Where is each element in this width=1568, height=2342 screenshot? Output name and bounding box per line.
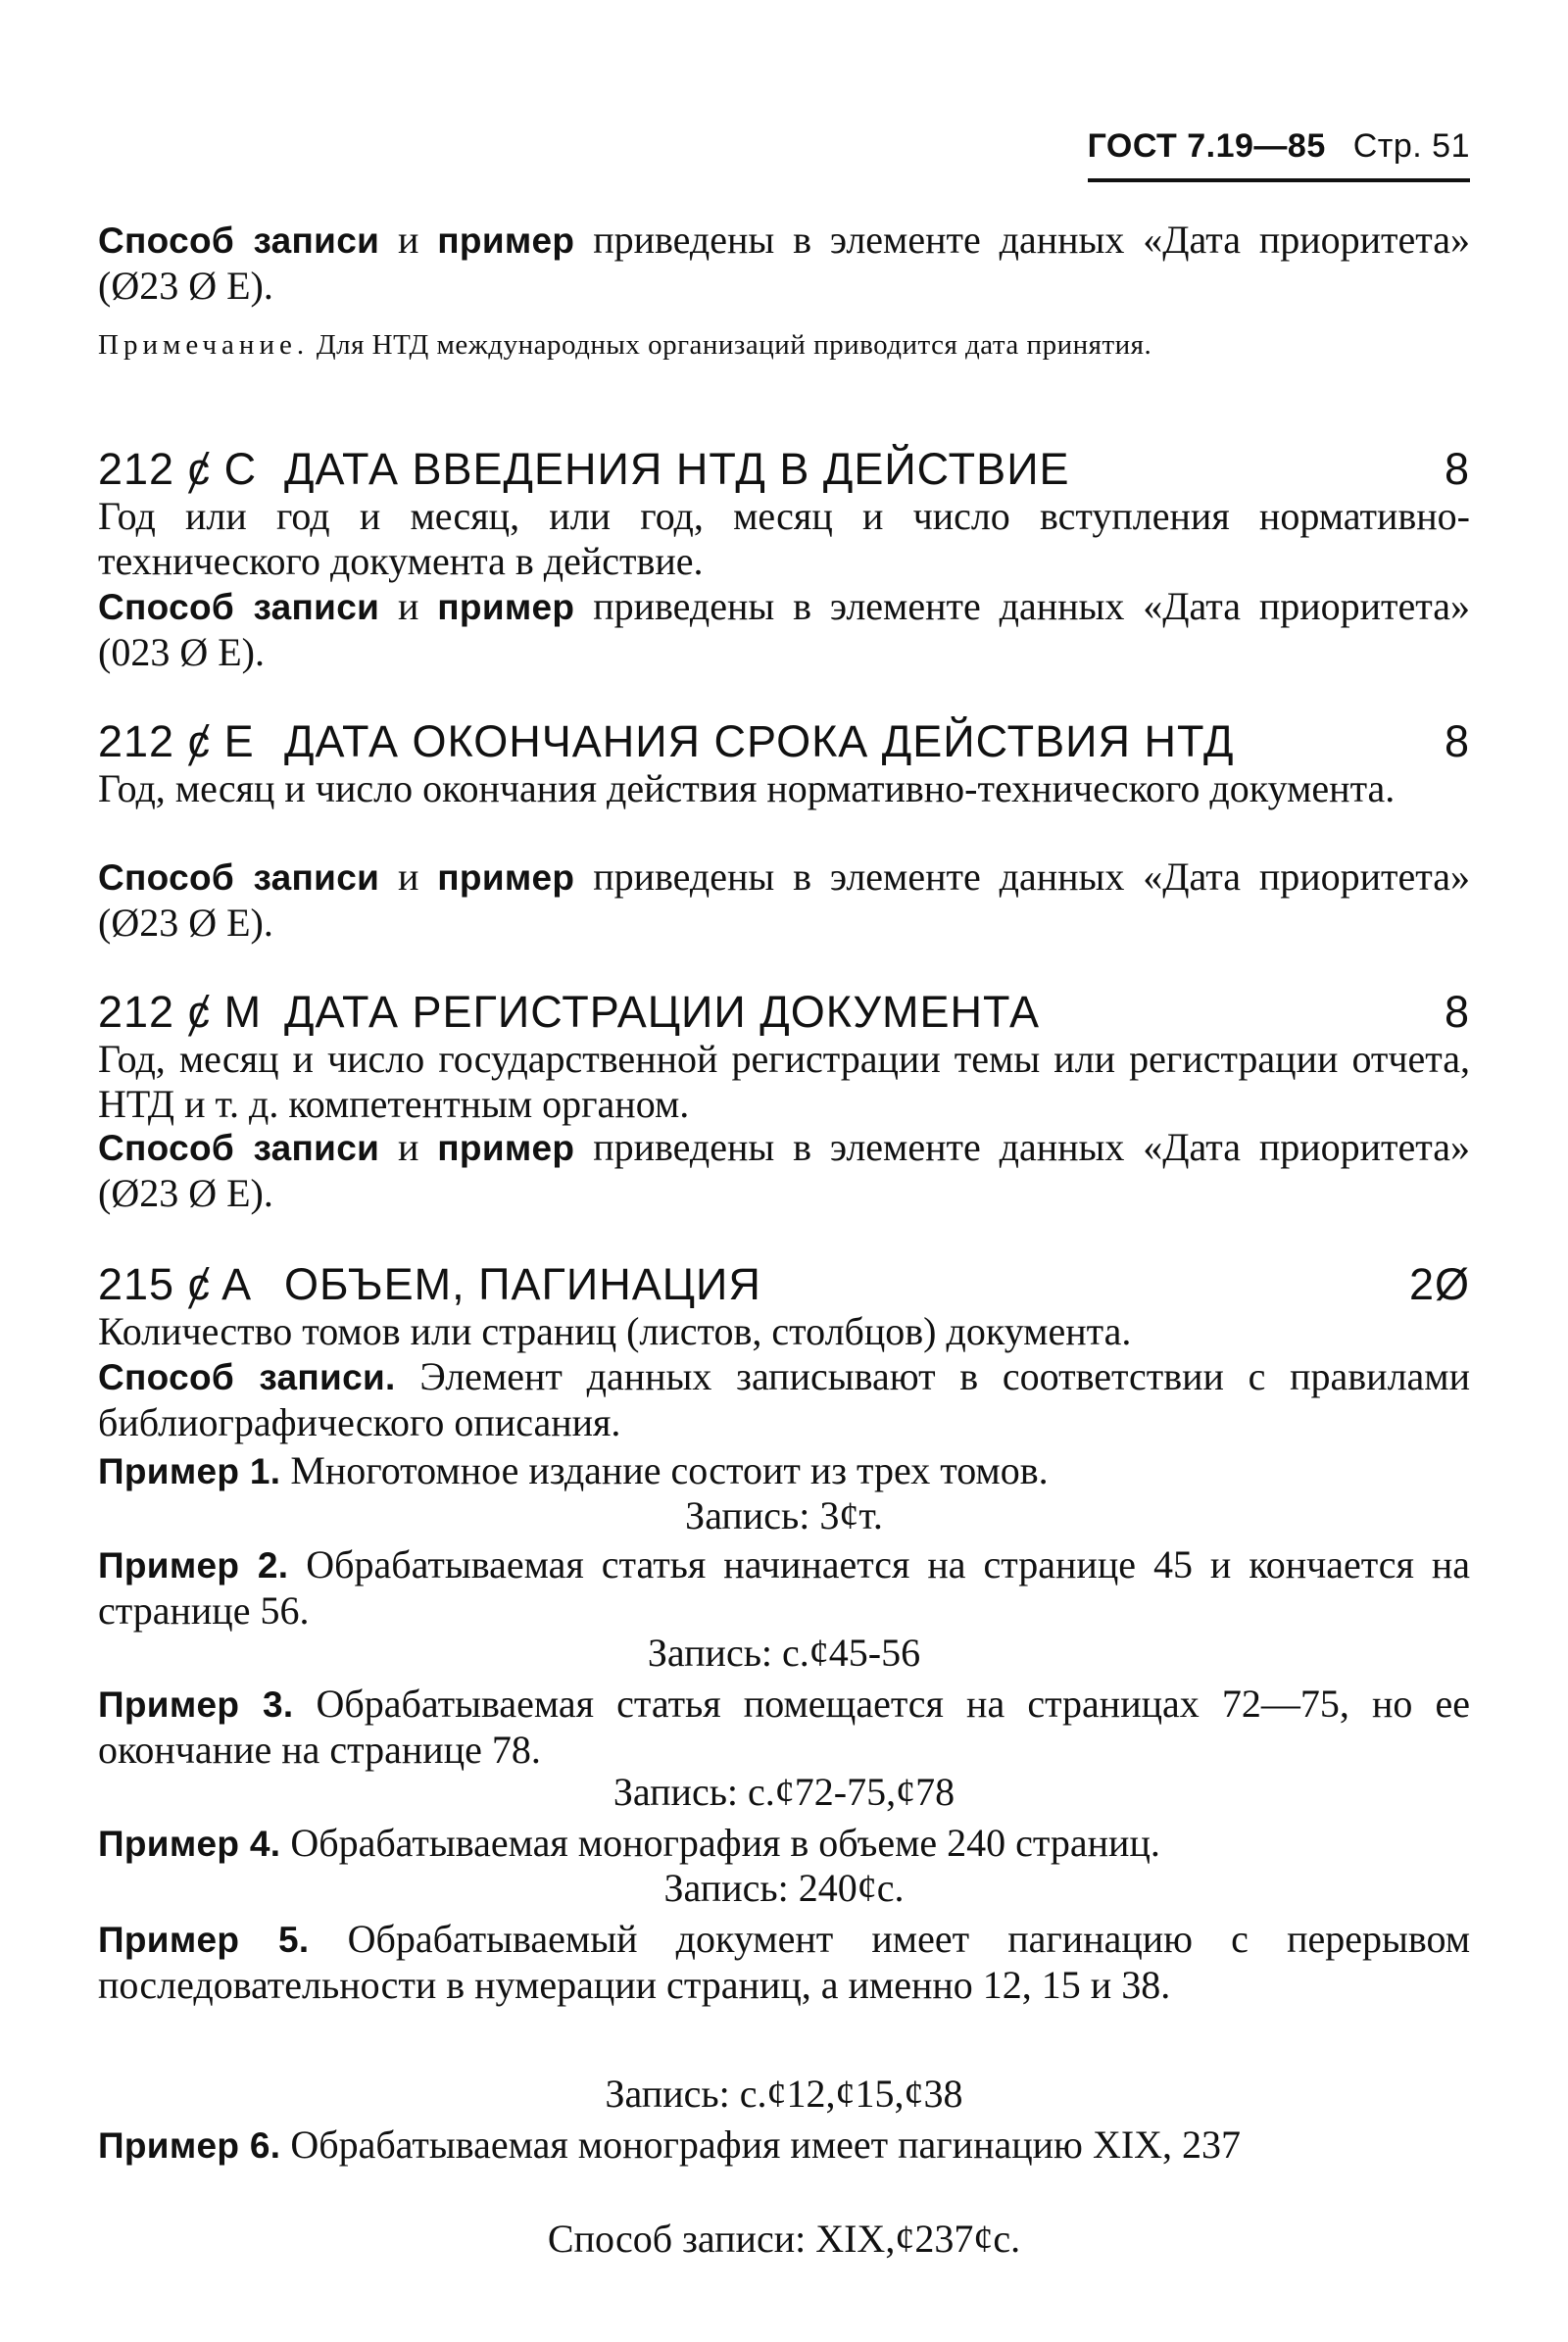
conjunction: и xyxy=(398,218,419,262)
example-record: Запись: 240ȼс. xyxy=(663,1866,905,1910)
example-label: пример xyxy=(437,220,575,261)
field-length: 8 xyxy=(1444,444,1470,494)
method-label: Способ записи xyxy=(98,587,380,627)
section-heading xyxy=(98,988,1470,1037)
example-paragraph xyxy=(98,1542,1470,1634)
page-number: Стр. 51 xyxy=(1352,127,1470,165)
example-text: Обрабатываемая статья начинается на странице 45 и кончается на странице 56. xyxy=(98,1542,1471,1633)
example-label: Пример 1. xyxy=(98,1451,281,1491)
note-text: Для НТД международных организаций приводится дата принятия. xyxy=(316,329,1152,361)
example-text: Обрабатываемый документ имеет пагинацию с перерывом последовательности в нумерации страниц, а именно 12, 15 и 38. xyxy=(98,1917,1471,2007)
section-heading xyxy=(98,717,1470,766)
note xyxy=(98,325,1470,365)
field-title: ДАТА РЕГИСТРАЦИИ ДОКУМЕНТА xyxy=(284,987,1041,1037)
standard-number: ГОСТ 7.19—85 xyxy=(1087,127,1326,165)
conjunction: и xyxy=(398,854,419,899)
example-paragraph xyxy=(98,2122,1470,2169)
field-title: ДАТА ВВЕДЕНИЯ НТД В ДЕЙСТВИЕ xyxy=(284,444,1070,494)
section-body: Год или год и месяц, или год, месяц и число вступления нормативно-технического документа в действие. xyxy=(98,494,1470,583)
header-rule xyxy=(1088,178,1470,182)
example-record: Запись: с.ȼ12,ȼ15,ȼ38 xyxy=(605,2072,963,2116)
field-length: 8 xyxy=(1444,987,1470,1037)
method-label: Способ записи xyxy=(98,220,380,261)
example-label: Пример 6. xyxy=(98,2125,281,2166)
example-record: Запись: с.ȼ45-56 xyxy=(647,1631,921,1675)
section-body: Количество томов или страниц (листов, столбцов) документа. xyxy=(98,1309,1132,1353)
example-label: пример xyxy=(437,587,575,627)
example-text: Обрабатываемая монография имеет пагинацию XIX, 237 xyxy=(290,2122,1242,2167)
field-title: ОБЪЕМ, ПАГИНАЦИЯ xyxy=(284,1259,761,1309)
method-text: Элемент данных записывают в соответствии с правилами библиографического описания. xyxy=(98,1354,1471,1444)
example-paragraph xyxy=(98,1448,1470,1494)
section-method xyxy=(98,1354,1470,1445)
example-label: пример xyxy=(437,1128,575,1168)
example-paragraph xyxy=(98,1682,1470,1773)
field-length: 8 xyxy=(1444,716,1470,766)
example-record: Запись: 3ȼт. xyxy=(685,1493,883,1537)
intro-text: приведены в элементе данных «Дата приоритета» (Ø23 Ø E). xyxy=(98,218,1471,308)
section-body: Год, месяц и число государственной регистрации темы или регистрации отчета, НТД и т. д. компетентным органом. xyxy=(98,1037,1470,1126)
field-title: ДАТА ОКОНЧАНИЯ СРОКА ДЕЙСТВИЯ НТД xyxy=(284,716,1235,766)
section-method xyxy=(98,584,1470,675)
section-body: Год, месяц и число окончания действия нормативно-технического документа. xyxy=(98,766,1396,810)
method-text: приведены в элементе данных «Дата приоритета» (Ø23 Ø E). xyxy=(98,1125,1471,1215)
section-method xyxy=(98,1125,1470,1216)
method-label: Способ записи xyxy=(98,857,380,898)
example-label: Пример 4. xyxy=(98,1824,281,1864)
intro-paragraph xyxy=(98,218,1470,309)
example-paragraph xyxy=(98,1821,1470,1867)
example-label: Пример 5. xyxy=(98,1920,310,1960)
field-code: 212 ȼ C xyxy=(98,444,258,494)
example-label: пример xyxy=(437,857,575,898)
page-header xyxy=(1039,127,1470,166)
example-label: Пример 2. xyxy=(98,1545,289,1586)
example-text: Обрабатываемая статья помещается на страницах 72—75, но ее окончание на странице 78. xyxy=(98,1682,1471,1772)
field-code: 215 ȼ A xyxy=(98,1259,253,1309)
section-method xyxy=(98,854,1470,946)
field-code: 212 ȼ M xyxy=(98,987,263,1037)
note-label: Примечание. xyxy=(98,329,310,361)
method-text: приведены в элементе данных «Дата приоритета» (023 Ø E). xyxy=(98,584,1471,674)
example-text: Обрабатываемая монография в объеме 240 страниц. xyxy=(290,1821,1160,1865)
example-paragraph xyxy=(98,1917,1470,2008)
example-text: Многотомное издание состоит из трех томов. xyxy=(290,1448,1049,1492)
example-record: Способ записи: XIX,ȼ237ȼс. xyxy=(547,2217,1021,2261)
example-record: Запись: с.ȼ72-75,ȼ78 xyxy=(612,1770,956,1814)
example-label: Пример 3. xyxy=(98,1684,294,1725)
section-heading xyxy=(98,1260,1470,1309)
method-label: Способ записи xyxy=(98,1128,380,1168)
method-label: Способ записи. xyxy=(98,1357,396,1397)
field-code: 212 ȼ E xyxy=(98,716,255,766)
conjunction: и xyxy=(398,584,419,628)
method-text: приведены в элементе данных «Дата приоритета» (Ø23 Ø E). xyxy=(98,854,1471,945)
field-length: 2Ø xyxy=(1408,1259,1470,1309)
document-page xyxy=(98,0,1470,2342)
section-heading xyxy=(98,445,1470,494)
conjunction: и xyxy=(398,1125,419,1169)
